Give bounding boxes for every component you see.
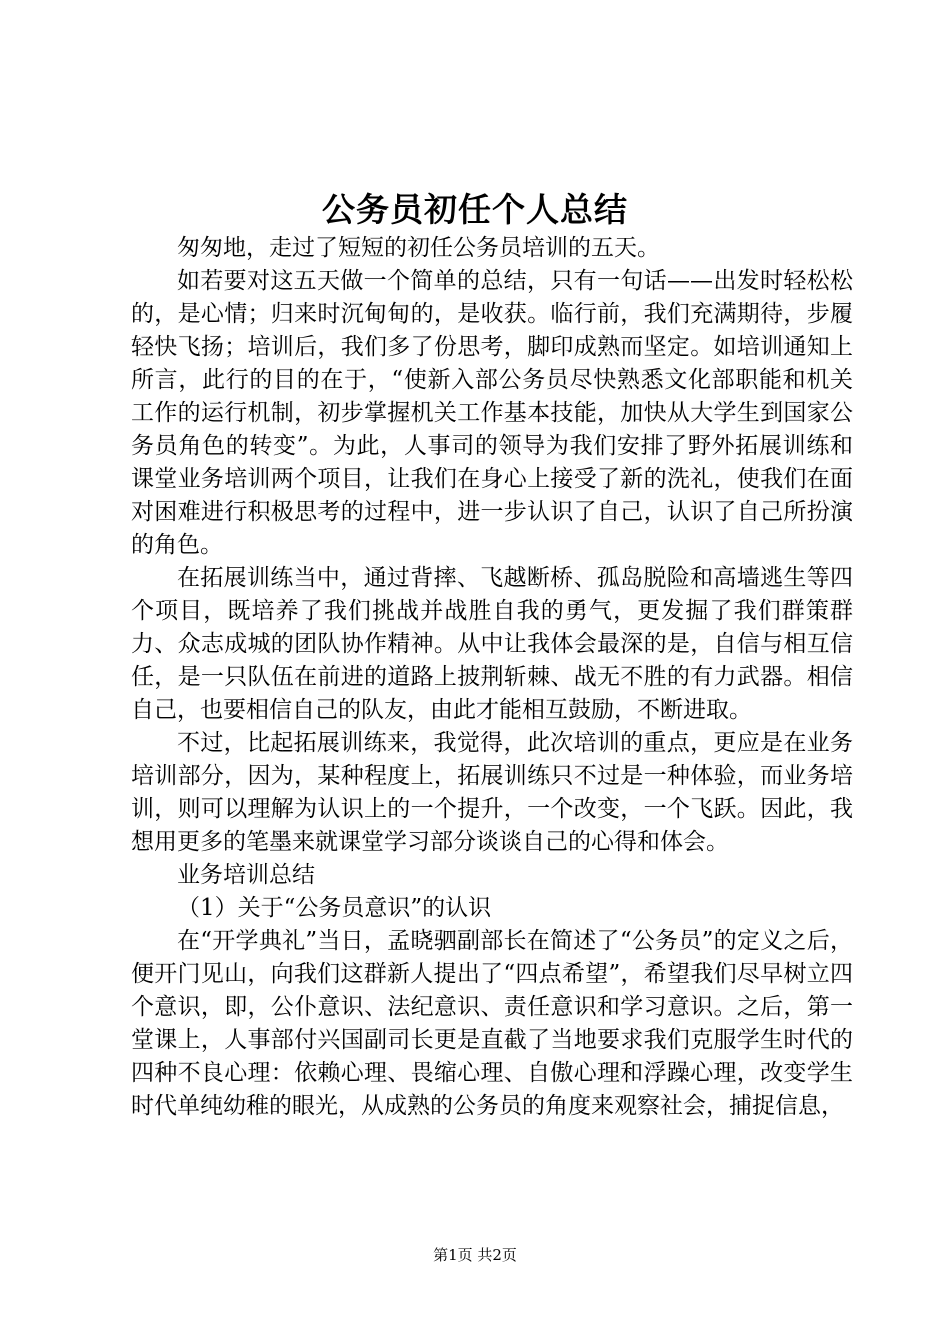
document-body	[131, 232, 853, 1123]
paragraph: 在“开学典礼”当日，孟晓驷副部长在简述了“公务员”的定义之后，便开门见山，向我们这群新人提出了“四点希望”，希望我们尽早树立四个意识，即，公仆意识、法纪意识、责任意识和学习意识。之后，第一堂课上，人事部付兴国副司长更是直截了当地要求我们克服学生时代的四种不良心理：依赖心理、畏缩心理、自傲心理和浮躁心理，改变学生时代单纯幼稚的眼光，从成熟的公务员的角度来观察社会，捕捉信息，	[131, 928, 853, 1119]
subsection-heading: （1）关于“公务员意识”的认识	[177, 895, 492, 921]
paragraph: 如若要对这五天做一个简单的总结，只有一句话——出发时轻松松的，是心情；归来时沉甸甸的，是收获。临行前，我们充满期待，步履轻快飞扬；培训后，我们多了份思考，脚印成熟而坚定。如培训通知上所言，此行的目的在于，“使新入部公务员尽快熟悉文化部职能和机关工作的运行机制，初步掌握机关工作基本技能，加快从大学生到国家公务员角色的转变”。为此，人事司的领导为我们安排了野外拓展训练和课堂业务培训两个项目，让我们在身心上接受了新的洗礼，使我们在面对困难进行积极思考的过程中，进一步认识了自己，认识了自己所扮演的角色。	[131, 268, 853, 558]
paragraph: 不过，比起拓展训练来，我觉得，此次培训的重点，更应是在业务培训部分，因为，某种程度上，拓展训练只不过是一种体验，而业务培训，则可以理解为认识上的一个提升，一个改变，一个飞跃。因此，我想用更多的笔墨来就课堂学习部分谈谈自己的心得和体会。	[131, 730, 853, 855]
section-heading: 业务培训总结	[177, 862, 315, 888]
paragraph: 在拓展训练当中，通过背摔、飞越断桥、孤岛脱险和高墙逃生等四个项目，既培养了我们挑战并战胜自我的勇气，更发掘了我们群策群力、众志成城的团队协作精神。从中让我体会最深的是，自信与相互信任，是一只队伍在前进的道路上披荆斩棘、战无不胜的有力武器。相信自己，也要相信自己的队友，由此才能相互鼓励，不断进取。	[131, 565, 853, 723]
paragraph: 匆匆地，走过了短短的初任公务员培训的五天。	[177, 235, 660, 261]
document-title: 公务员初任个人总结	[322, 190, 628, 229]
page-footer: 第1页 共2页	[433, 1246, 517, 1264]
